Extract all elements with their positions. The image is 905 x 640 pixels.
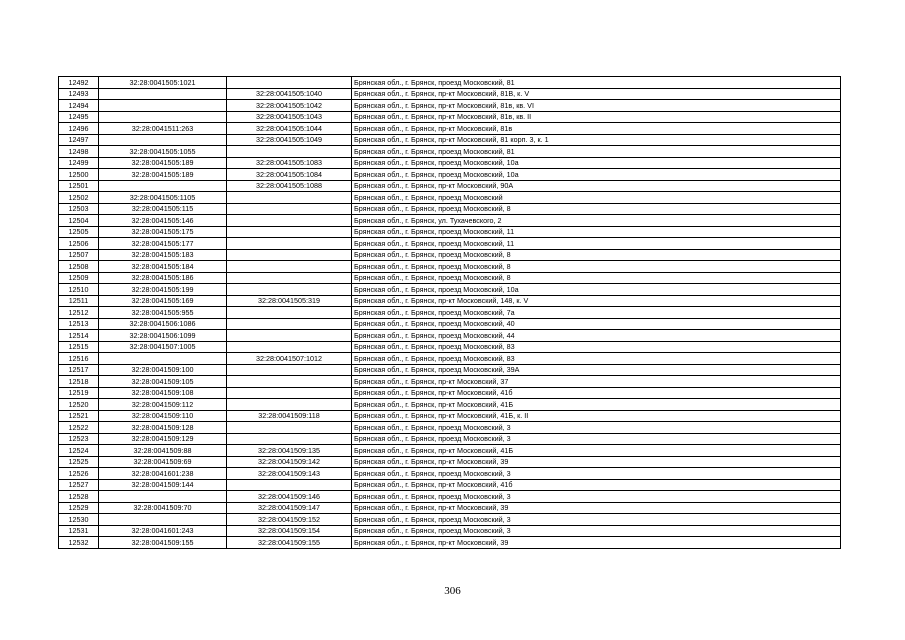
row-number-cell: 12529: [59, 502, 99, 514]
address-cell: Брянская обл., г. Брянск, проезд Московский, 11: [352, 238, 841, 250]
address-cell: Брянская обл., г. Брянск, проезд Московский, 10а: [352, 169, 841, 181]
object-cadastral-number-cell: [227, 192, 352, 204]
object-cadastral-number-cell: 32:28:0041509:135: [227, 445, 352, 457]
object-cadastral-number-cell: [227, 330, 352, 342]
address-cell: Брянская обл., г. Брянск, пр-кт Московский, 41б: [352, 387, 841, 399]
cadastral-number-cell: 32:28:0041505:146: [99, 215, 227, 227]
object-cadastral-number-cell: 32:28:0041505:319: [227, 295, 352, 307]
row-number-cell: 12530: [59, 514, 99, 526]
cadastral-number-cell: 32:28:0041601:243: [99, 525, 227, 537]
object-cadastral-number-cell: [227, 77, 352, 89]
cadastral-number-cell: 32:28:0041505:186: [99, 272, 227, 284]
cadastral-number-cell: 32:28:0041505:169: [99, 295, 227, 307]
cadastral-number-cell: 32:28:0041509:144: [99, 479, 227, 491]
table-row: [59, 514, 841, 526]
cadastral-number-cell: 32:28:0041505:175: [99, 226, 227, 238]
object-cadastral-number-cell: [227, 146, 352, 158]
row-number-cell: 12524: [59, 445, 99, 457]
object-cadastral-number-cell: 32:28:0041505:1043: [227, 111, 352, 123]
table-row: [59, 341, 841, 353]
object-cadastral-number-cell: [227, 479, 352, 491]
table-row: [59, 491, 841, 503]
table-row: [59, 249, 841, 261]
object-cadastral-number-cell: 32:28:0041509:154: [227, 525, 352, 537]
address-cell: Брянская обл., г. Брянск, пр-кт Московский, 41Б: [352, 445, 841, 457]
object-cadastral-number-cell: 32:28:0041505:1042: [227, 100, 352, 112]
row-number-cell: 12505: [59, 226, 99, 238]
object-cadastral-number-cell: [227, 376, 352, 388]
cadastral-number-cell: [99, 111, 227, 123]
object-cadastral-number-cell: 32:28:0041509:155: [227, 537, 352, 549]
object-cadastral-number-cell: 32:28:0041509:152: [227, 514, 352, 526]
address-cell: Брянская обл., г. Брянск, проезд Московский, 40: [352, 318, 841, 330]
table-row: [59, 146, 841, 158]
row-number-cell: 12523: [59, 433, 99, 445]
cadastral-number-cell: 32:28:0041505:1055: [99, 146, 227, 158]
cadastral-number-cell: 32:28:0041505:184: [99, 261, 227, 273]
row-number-cell: 12504: [59, 215, 99, 227]
address-cell: Брянская обл., г. Брянск, проезд Московский, 3: [352, 514, 841, 526]
cadastral-number-cell: 32:28:0041509:69: [99, 456, 227, 468]
table-row: [59, 284, 841, 296]
object-cadastral-number-cell: [227, 215, 352, 227]
table-row: [59, 123, 841, 135]
object-cadastral-number-cell: 32:28:0041509:146: [227, 491, 352, 503]
address-cell: Брянская обл., г. Брянск, пр-кт Московский, 39: [352, 456, 841, 468]
row-number-cell: 12532: [59, 537, 99, 549]
address-cell: Брянская обл., г. Брянск, пр-кт Московский, 81В, к. V: [352, 88, 841, 100]
address-cell: Брянская обл., г. Брянск, пр-кт Московский, 81в, кв. VI: [352, 100, 841, 112]
row-number-cell: 12500: [59, 169, 99, 181]
row-number-cell: 12515: [59, 341, 99, 353]
table-row: [59, 261, 841, 273]
table-row: [59, 169, 841, 181]
address-cell: Брянская обл., г. Брянск, пр-кт Московский, 148, к. V: [352, 295, 841, 307]
cadastral-number-cell: [99, 514, 227, 526]
address-cell: Брянская обл., г. Брянск, пр-кт Московский, 90А: [352, 180, 841, 192]
address-cell: Брянская обл., г. Брянск, проезд Московский, 83: [352, 341, 841, 353]
address-cell: Брянская обл., г. Брянск, пр-кт Московский, 81в: [352, 123, 841, 135]
table-row: [59, 295, 841, 307]
cadastral-number-cell: [99, 134, 227, 146]
row-number-cell: 12495: [59, 111, 99, 123]
row-number-cell: 12521: [59, 410, 99, 422]
object-cadastral-number-cell: 32:28:0041509:142: [227, 456, 352, 468]
address-cell: Брянская обл., г. Брянск, пр-кт Московский, 39: [352, 537, 841, 549]
object-cadastral-number-cell: [227, 272, 352, 284]
address-cell: Брянская обл., г. Брянск, пр-кт Московский, 37: [352, 376, 841, 388]
table-row: [59, 318, 841, 330]
cadastral-number-cell: 32:28:0041505:177: [99, 238, 227, 250]
address-cell: Брянская обл., г. Брянск, проезд Московский, 81: [352, 146, 841, 158]
table-row: [59, 111, 841, 123]
object-cadastral-number-cell: 32:28:0041509:147: [227, 502, 352, 514]
cadastral-number-cell: 32:28:0041509:105: [99, 376, 227, 388]
table-row: [59, 215, 841, 227]
address-cell: Брянская обл., г. Брянск, ул. Тухачевского, 2: [352, 215, 841, 227]
row-number-cell: 12518: [59, 376, 99, 388]
object-cadastral-number-cell: 32:28:0041505:1088: [227, 180, 352, 192]
cadastral-table-body: [59, 77, 841, 549]
address-cell: Брянская обл., г. Брянск, пр-кт Московский, 41б: [352, 479, 841, 491]
table-row: [59, 88, 841, 100]
cadastral-number-cell: 32:28:0041509:108: [99, 387, 227, 399]
table-row: [59, 468, 841, 480]
row-number-cell: 12510: [59, 284, 99, 296]
row-number-cell: 12520: [59, 399, 99, 411]
table-row: [59, 100, 841, 112]
cadastral-number-cell: 32:28:0041507:1005: [99, 341, 227, 353]
object-cadastral-number-cell: 32:28:0041509:118: [227, 410, 352, 422]
row-number-cell: 12512: [59, 307, 99, 319]
object-cadastral-number-cell: [227, 387, 352, 399]
table-row: [59, 353, 841, 365]
address-cell: Брянская обл., г. Брянск, проезд Московский, 8: [352, 261, 841, 273]
cadastral-number-cell: [99, 353, 227, 365]
table-row: [59, 479, 841, 491]
table-row: [59, 203, 841, 215]
table-row: [59, 192, 841, 204]
cadastral-number-cell: 32:28:0041509:88: [99, 445, 227, 457]
object-cadastral-number-cell: [227, 238, 352, 250]
address-cell: Брянская обл., г. Брянск, пр-кт Московский, 81 корп. 3, к. 1: [352, 134, 841, 146]
address-cell: Брянская обл., г. Брянск, пр-кт Московский, 41Б: [352, 399, 841, 411]
object-cadastral-number-cell: [227, 284, 352, 296]
address-cell: Брянская обл., г. Брянск, пр-кт Московский, 41Б, к. II: [352, 410, 841, 422]
row-number-cell: 12497: [59, 134, 99, 146]
address-cell: Брянская обл., г. Брянск, проезд Московский, 10а: [352, 157, 841, 169]
table-row: [59, 399, 841, 411]
address-cell: Брянская обл., г. Брянск, проезд Московский, 3: [352, 422, 841, 434]
table-row: [59, 364, 841, 376]
cadastral-number-cell: 32:28:0041505:199: [99, 284, 227, 296]
cadastral-number-cell: 32:28:0041509:112: [99, 399, 227, 411]
table-row: [59, 445, 841, 457]
object-cadastral-number-cell: [227, 399, 352, 411]
address-cell: Брянская обл., г. Брянск, проезд Московский, 39А: [352, 364, 841, 376]
row-number-cell: 12525: [59, 456, 99, 468]
cadastral-number-cell: 32:28:0041509:128: [99, 422, 227, 434]
object-cadastral-number-cell: [227, 203, 352, 215]
cadastral-number-cell: [99, 180, 227, 192]
row-number-cell: 12516: [59, 353, 99, 365]
row-number-cell: 12507: [59, 249, 99, 261]
address-cell: Брянская обл., г. Брянск, проезд Московский: [352, 192, 841, 204]
table-row: [59, 134, 841, 146]
table-row: [59, 272, 841, 284]
row-number-cell: 12526: [59, 468, 99, 480]
table-row: [59, 376, 841, 388]
cadastral-number-cell: 32:28:0041511:263: [99, 123, 227, 135]
object-cadastral-number-cell: 32:28:0041505:1040: [227, 88, 352, 100]
row-number-cell: 12498: [59, 146, 99, 158]
cadastral-number-cell: 32:28:0041506:1086: [99, 318, 227, 330]
object-cadastral-number-cell: [227, 341, 352, 353]
address-cell: Брянская обл., г. Брянск, проезд Московский, 8: [352, 272, 841, 284]
cadastral-number-cell: 32:28:0041505:183: [99, 249, 227, 261]
object-cadastral-number-cell: [227, 226, 352, 238]
row-number-cell: 12514: [59, 330, 99, 342]
row-number-cell: 12503: [59, 203, 99, 215]
object-cadastral-number-cell: 32:28:0041505:1049: [227, 134, 352, 146]
cadastral-number-cell: 32:28:0041505:189: [99, 157, 227, 169]
address-cell: Брянская обл., г. Брянск, проезд Московский, 3: [352, 491, 841, 503]
row-number-cell: 12501: [59, 180, 99, 192]
row-number-cell: 12492: [59, 77, 99, 89]
address-cell: Брянская обл., г. Брянск, проезд Московский, 3: [352, 468, 841, 480]
cadastral-number-cell: 32:28:0041509:100: [99, 364, 227, 376]
row-number-cell: 12508: [59, 261, 99, 273]
object-cadastral-number-cell: [227, 261, 352, 273]
row-number-cell: 12502: [59, 192, 99, 204]
table-row: [59, 422, 841, 434]
address-cell: Брянская обл., г. Брянск, пр-кт Московский, 39: [352, 502, 841, 514]
cadastral-number-cell: [99, 88, 227, 100]
address-cell: Брянская обл., г. Брянск, проезд Московский, 44: [352, 330, 841, 342]
cadastral-number-cell: 32:28:0041505:955: [99, 307, 227, 319]
row-number-cell: 12531: [59, 525, 99, 537]
address-cell: Брянская обл., г. Брянск, проезд Московский, 7а: [352, 307, 841, 319]
object-cadastral-number-cell: 32:28:0041505:1044: [227, 123, 352, 135]
object-cadastral-number-cell: [227, 307, 352, 319]
cadastral-number-cell: 32:28:0041509:129: [99, 433, 227, 445]
row-number-cell: 12496: [59, 123, 99, 135]
row-number-cell: 12519: [59, 387, 99, 399]
cadastral-number-cell: 32:28:0041601:238: [99, 468, 227, 480]
table-row: [59, 307, 841, 319]
table-row: [59, 330, 841, 342]
table-row: [59, 410, 841, 422]
address-cell: Брянская обл., г. Брянск, проезд Московский, 3: [352, 525, 841, 537]
table-row: [59, 525, 841, 537]
object-cadastral-number-cell: [227, 433, 352, 445]
row-number-cell: 12499: [59, 157, 99, 169]
table-row: [59, 456, 841, 468]
row-number-cell: 12522: [59, 422, 99, 434]
cadastral-number-cell: 32:28:0041505:1105: [99, 192, 227, 204]
object-cadastral-number-cell: [227, 318, 352, 330]
cadastral-number-cell: 32:28:0041505:189: [99, 169, 227, 181]
address-cell: Брянская обл., г. Брянск, проезд Московский, 10а: [352, 284, 841, 296]
table-row: [59, 157, 841, 169]
row-number-cell: 12494: [59, 100, 99, 112]
object-cadastral-number-cell: [227, 364, 352, 376]
cadastral-number-cell: [99, 100, 227, 112]
table-row: [59, 387, 841, 399]
address-cell: Брянская обл., г. Брянск, проезд Московский, 11: [352, 226, 841, 238]
row-number-cell: 12528: [59, 491, 99, 503]
object-cadastral-number-cell: 32:28:0041505:1083: [227, 157, 352, 169]
object-cadastral-number-cell: [227, 249, 352, 261]
cadastral-number-cell: 32:28:0041505:1021: [99, 77, 227, 89]
address-cell: Брянская обл., г. Брянск, проезд Московский, 83: [352, 353, 841, 365]
cadastral-number-cell: 32:28:0041505:115: [99, 203, 227, 215]
address-cell: Брянская обл., г. Брянск, пр-кт Московский, 81в, кв. II: [352, 111, 841, 123]
row-number-cell: 12506: [59, 238, 99, 250]
table-row: [59, 238, 841, 250]
object-cadastral-number-cell: 32:28:0041505:1084: [227, 169, 352, 181]
row-number-cell: 12509: [59, 272, 99, 284]
row-number-cell: 12517: [59, 364, 99, 376]
object-cadastral-number-cell: 32:28:0041507:1012: [227, 353, 352, 365]
cadastral-table: [58, 76, 841, 549]
row-number-cell: 12493: [59, 88, 99, 100]
table-row: [59, 433, 841, 445]
object-cadastral-number-cell: [227, 422, 352, 434]
object-cadastral-number-cell: 32:28:0041509:143: [227, 468, 352, 480]
table-row: [59, 77, 841, 89]
cadastral-number-cell: [99, 491, 227, 503]
address-cell: Брянская обл., г. Брянск, проезд Московский, 81: [352, 77, 841, 89]
page-number: 306: [444, 585, 461, 597]
table-row: [59, 537, 841, 549]
table-row: [59, 502, 841, 514]
address-cell: Брянская обл., г. Брянск, проезд Московский, 3: [352, 433, 841, 445]
cadastral-number-cell: 32:28:0041509:155: [99, 537, 227, 549]
cadastral-number-cell: 32:28:0041509:110: [99, 410, 227, 422]
table-row: [59, 180, 841, 192]
row-number-cell: 12527: [59, 479, 99, 491]
address-cell: Брянская обл., г. Брянск, проезд Московский, 8: [352, 203, 841, 215]
row-number-cell: 12513: [59, 318, 99, 330]
address-cell: Брянская обл., г. Брянск, проезд Московский, 8: [352, 249, 841, 261]
row-number-cell: 12511: [59, 295, 99, 307]
table-row: [59, 226, 841, 238]
cadastral-number-cell: 32:28:0041509:70: [99, 502, 227, 514]
cadastral-number-cell: 32:28:0041506:1099: [99, 330, 227, 342]
